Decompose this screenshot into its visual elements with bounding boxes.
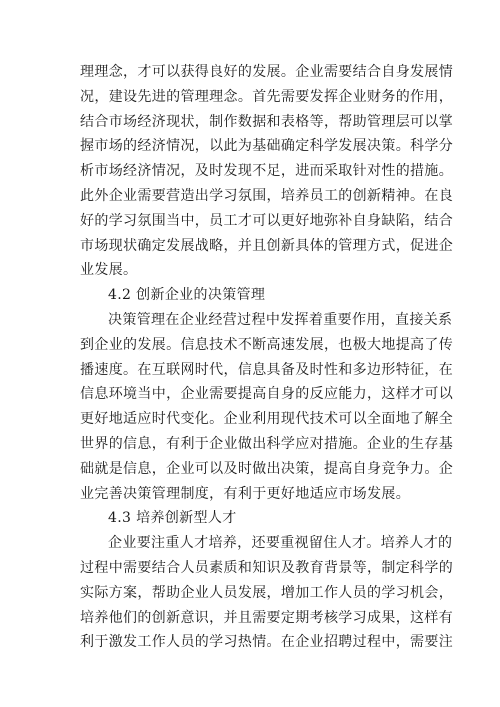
text-line: 市场现状确定发展战略，并且创新具体的管理方式，促进企 — [80, 237, 454, 254]
text-line: 好的学习氛围当中，员工才可以更好地弥补自身缺陷，结合 — [80, 212, 454, 229]
text-line: 世界的信息，有利于企业做出科学应对措施。企业的生存基 — [80, 435, 454, 452]
text-line: 决策管理在企业经营过程中发挥着重要作用，直接关系 — [108, 311, 453, 328]
text-line: 到企业的发展。信息技术不断高速发展，也极大地提高了传 — [80, 336, 454, 353]
section-heading: 4.3 培养创新型人才 — [108, 510, 237, 527]
text-line: 培养他们的创新意识，并且需要定期考核学习成果，这样有 — [80, 609, 454, 626]
section-heading: 4.2 创新企业的决策管理 — [108, 287, 266, 304]
text-line: 析市场经济情况，及时发现不足，进而采取针对性的措施。 — [80, 163, 454, 180]
document-page — [80, 60, 454, 655]
paragraph — [80, 308, 454, 506]
text-line: 础就是信息，企业可以及时做出决策，提高自身竞争力。企 — [80, 460, 454, 477]
text-line: 信息环境当中，企业需要提高自身的反应能力，这样才可以 — [80, 386, 454, 403]
text-line: 播速度。在互联网时代，信息具备及时性和多边形特征，在 — [80, 361, 454, 378]
text-line: 握市场的经济情况，以此为基础确定科学发展决策。科学分 — [80, 138, 454, 155]
paragraph — [80, 531, 454, 655]
text-line: 此外企业需要营造出学习氛围，培养员工的创新精神。在良 — [80, 187, 454, 204]
text-line: 实际方案，帮助企业人员发展，增加工作人员的学习机会， — [80, 584, 454, 601]
text-line: 更好地适应时代变化。企业利用现代技术可以全面地了解全 — [80, 411, 454, 428]
text-line: 业发展。 — [80, 262, 138, 279]
text-line: 利于激发工作人员的学习热情。在企业招聘过程中，需要注 — [80, 634, 454, 651]
text-line: 理理念，才可以获得良好的发展。企业需要结合自身发展情 — [80, 64, 454, 80]
paragraph — [80, 60, 454, 283]
text-line: 业完善决策管理制度，有利于更好地适应市场发展。 — [80, 485, 411, 502]
text-line: 企业要注重人才培养，还要重视留住人才。培养人才的 — [108, 535, 453, 552]
text-line: 过程中需要结合人员素质和知识及教育背景等，制定科学的 — [80, 559, 454, 576]
text-line: 况，建设先进的管理理念。首先需要发挥企业财务的作用， — [80, 88, 454, 105]
text-line: 结合市场经济现状，制作数据和表格等，帮助管理层可以掌 — [80, 113, 454, 130]
